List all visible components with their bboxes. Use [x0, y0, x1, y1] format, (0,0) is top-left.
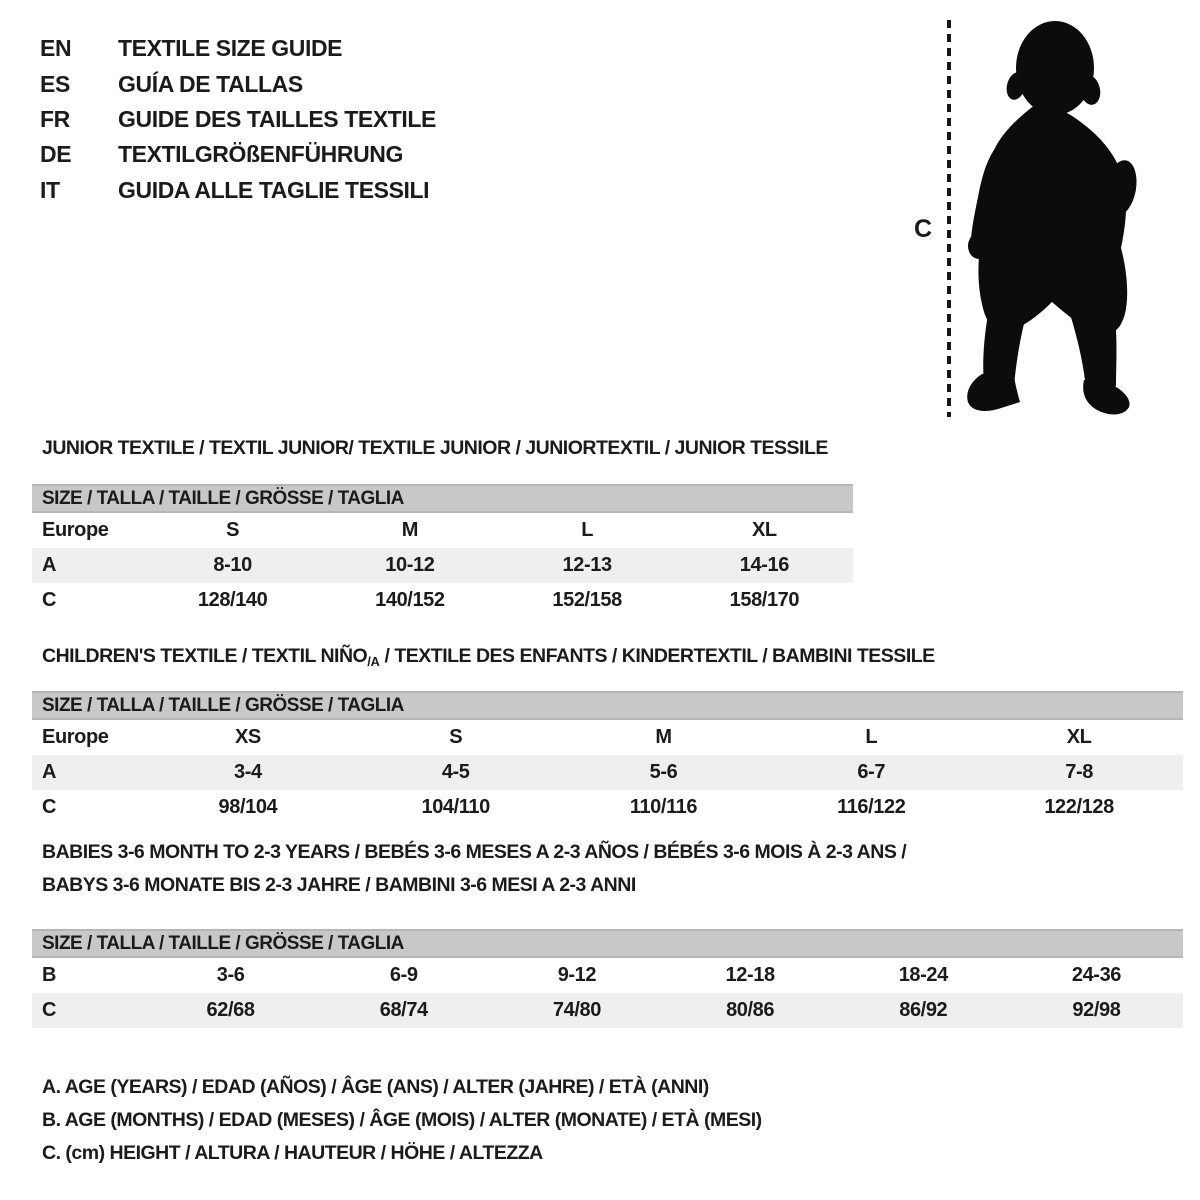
- row-label: C: [42, 999, 57, 1021]
- children-size-table: [32, 691, 1183, 825]
- babies-title-line1: BABIES 3-6 MONTH TO 2-3 YEARS / BEBÉS 3-6 MESES A 2-3 AÑOS / BÉBÉS 3-6 MOIS À 2-3 ANS /: [42, 841, 907, 863]
- legend: [42, 1071, 762, 1170]
- age-value: 10-12: [385, 554, 435, 576]
- height-value: 74/80: [552, 999, 601, 1021]
- legend-line-age-years: A. AGE (YEARS) / EDAD (AÑOS) / ÂGE (ANS) / ALTER (JAHRE) / ETÀ (ANNI): [42, 1076, 709, 1098]
- months-value: 9-12: [557, 964, 597, 986]
- months-value: 24-36: [1071, 964, 1122, 986]
- babies-height-row: [32, 993, 1183, 1028]
- children-title-subscript: /A: [367, 654, 380, 669]
- size-header-bar: SIZE / TALLA / TAILLE / GRÖSSE / TAGLIA: [32, 691, 1183, 720]
- age-value: 5-6: [649, 761, 678, 783]
- language-code: ES: [40, 70, 70, 97]
- height-value: 80/86: [726, 999, 775, 1021]
- legend-line-age-months: B. AGE (MONTHS) / EDAD (MESES) / ÂGE (MOIS) / ALTER (MONATE) / ETÀ (MESI): [42, 1109, 762, 1131]
- height-value: 158/170: [729, 589, 800, 611]
- size-column-header: L: [865, 726, 878, 748]
- guide-title: GUÍA DE TALLAS: [118, 70, 303, 97]
- junior-size-table: [32, 484, 853, 618]
- babies-section-title: [42, 836, 906, 902]
- language-code: FR: [40, 105, 70, 132]
- size-column-header: XL: [751, 519, 777, 541]
- legend-line-height-cm: C. (cm) HEIGHT / ALTURA / HAUTEUR / HÖHE / ALTEZZA: [42, 1142, 543, 1164]
- age-value: 12-13: [562, 554, 612, 576]
- children-title-part2: / TEXTILE DES ENFANTS / KINDERTEXTIL / BAMBINI TESSILE: [379, 645, 935, 667]
- babies-months-row: [32, 958, 1183, 993]
- height-value: 92/98: [1072, 999, 1121, 1021]
- size-header-bar: SIZE / TALLA / TAILLE / GRÖSSE / TAGLIA: [32, 929, 1183, 958]
- height-value: 104/110: [421, 796, 490, 818]
- language-title-list: [40, 31, 436, 208]
- region-label: Europe: [42, 519, 109, 541]
- children-title-part1: CHILDREN'S TEXTILE / TEXTIL NIÑO: [42, 645, 368, 667]
- size-column-header: S: [449, 726, 463, 748]
- months-value: 12-18: [725, 964, 775, 986]
- age-value: 8-10: [213, 554, 252, 576]
- age-value: 7-8: [1065, 761, 1093, 783]
- junior-columns-row: [32, 513, 853, 548]
- height-value: 98/104: [218, 796, 278, 818]
- height-measure-dashed-line: [947, 20, 951, 417]
- children-section-title: [42, 645, 935, 669]
- junior-age-row: [32, 548, 853, 583]
- guide-title: GUIDA ALLE TAGLIE TESSILI: [118, 176, 430, 203]
- size-column-header: L: [581, 519, 594, 541]
- age-value: 6-7: [857, 761, 886, 783]
- language-row-de: [40, 137, 436, 172]
- row-label: B: [42, 964, 57, 986]
- language-code: EN: [40, 35, 72, 62]
- age-value: 14-16: [739, 554, 789, 576]
- height-value: 140/152: [375, 589, 445, 611]
- height-value: 62/68: [206, 999, 255, 1021]
- junior-section-title: JUNIOR TEXTILE / TEXTIL JUNIOR/ TEXTILE JUNIOR / JUNIORTEXTIL / JUNIOR TESSILE: [42, 437, 828, 459]
- size-column-header: XS: [234, 726, 261, 748]
- height-value: 152/158: [552, 589, 622, 611]
- height-value: 116/122: [837, 796, 906, 818]
- babies-size-table: [32, 929, 1183, 1028]
- age-value: 3-4: [234, 761, 262, 783]
- language-row-it: [40, 173, 436, 208]
- age-value: 4-5: [441, 761, 470, 783]
- height-value: 110/116: [629, 796, 698, 818]
- guide-title: GUIDE DES TAILLES TEXTILE: [118, 105, 436, 132]
- height-value: 86/92: [899, 999, 948, 1021]
- height-value: 128/140: [197, 589, 268, 611]
- babies-title-line2: BABYS 3-6 MONATE BIS 2-3 JAHRE / BAMBINI 3-6 MESI A 2-3 ANNI: [42, 874, 636, 896]
- row-label: A: [42, 554, 57, 576]
- months-value: 18-24: [898, 964, 948, 986]
- language-row-fr: [40, 102, 436, 137]
- children-columns-row: [32, 720, 1183, 755]
- toddler-silhouette-icon: [958, 16, 1154, 420]
- size-header-bar: SIZE / TALLA / TAILLE / GRÖSSE / TAGLIA: [32, 484, 853, 513]
- language-code: IT: [40, 176, 60, 203]
- row-label: C: [42, 796, 57, 818]
- language-row-es: [40, 66, 436, 101]
- guide-title: TEXTILE SIZE GUIDE: [118, 35, 343, 62]
- language-row-en: [40, 31, 436, 66]
- row-label: A: [42, 761, 57, 783]
- row-label: C: [42, 589, 57, 611]
- children-height-row: [32, 790, 1183, 825]
- size-column-header: M: [655, 726, 672, 748]
- height-value: 68/74: [379, 999, 428, 1021]
- months-value: 6-9: [389, 964, 418, 986]
- height-value: 122/128: [1044, 796, 1114, 818]
- size-column-header: S: [226, 519, 240, 541]
- height-measure-label: C: [914, 215, 933, 243]
- size-column-header: XL: [1066, 726, 1092, 748]
- guide-title: TEXTILGRÖßENFÜHRUNG: [118, 141, 403, 168]
- region-label: Europe: [42, 726, 109, 748]
- months-value: 3-6: [216, 964, 245, 986]
- children-age-row: [32, 755, 1183, 790]
- size-column-header: M: [401, 519, 418, 541]
- junior-height-row: [32, 583, 853, 618]
- language-code: DE: [40, 141, 72, 168]
